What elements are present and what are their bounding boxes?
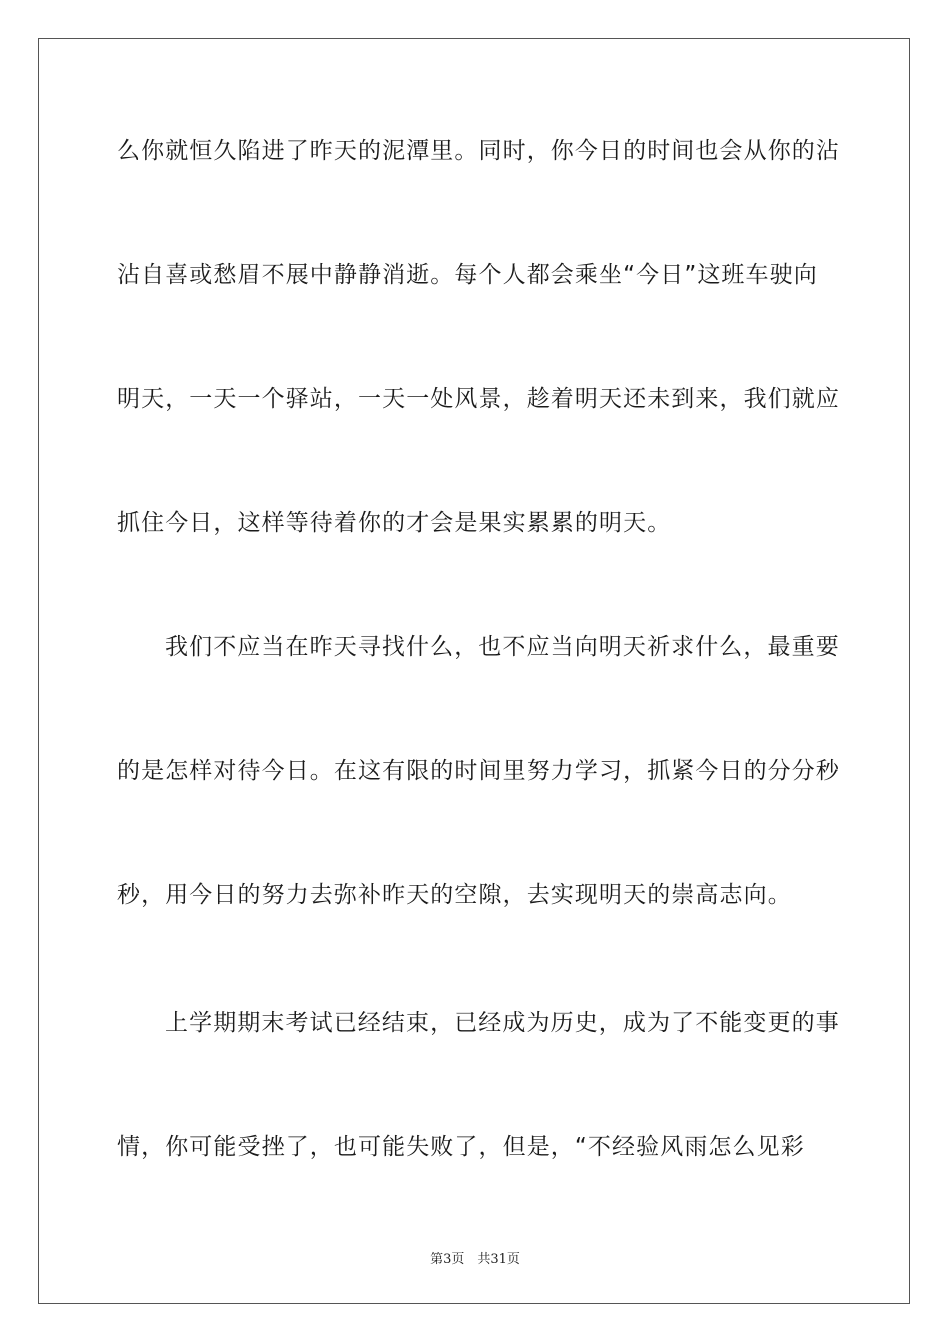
text-line: 么你就恒久陷进了昨天的泥潭里。同时，你今日的时间也会从你的沾: [117, 138, 840, 164]
paragraph-first-line: 我们不应当在昨天寻找什么，也不应当向明天祈求什么，最重要: [165, 634, 840, 660]
page-number-footer: 第3页 共31页: [430, 1252, 520, 1267]
text-line: 明天，一天一个驿站，一天一处风景，趁着明天还未到来，我们就应: [117, 386, 840, 412]
paragraph-first-line: 上学期期末考试已经结束，已经成为历史，成为了不能变更的事: [165, 1010, 840, 1036]
text-line: 抓住今日，这样等待着你的才会是果实累累的明天。: [117, 510, 672, 536]
text-line: 情，你可能受挫了，也可能失败了，但是，“不经验风雨怎么见彩: [117, 1134, 805, 1160]
text-line: 秒，用今日的努力去弥补昨天的空隙，去实现明天的崇高志向。: [117, 882, 792, 908]
text-line: 的是怎样对待今日。在这有限的时间里努力学习，抓紧今日的分分秒: [117, 758, 840, 784]
page-border: [38, 38, 910, 1304]
text-line: 沾自喜或愁眉不展中静静消逝。每个人都会乘坐“今日”这班车驶向: [117, 262, 818, 288]
